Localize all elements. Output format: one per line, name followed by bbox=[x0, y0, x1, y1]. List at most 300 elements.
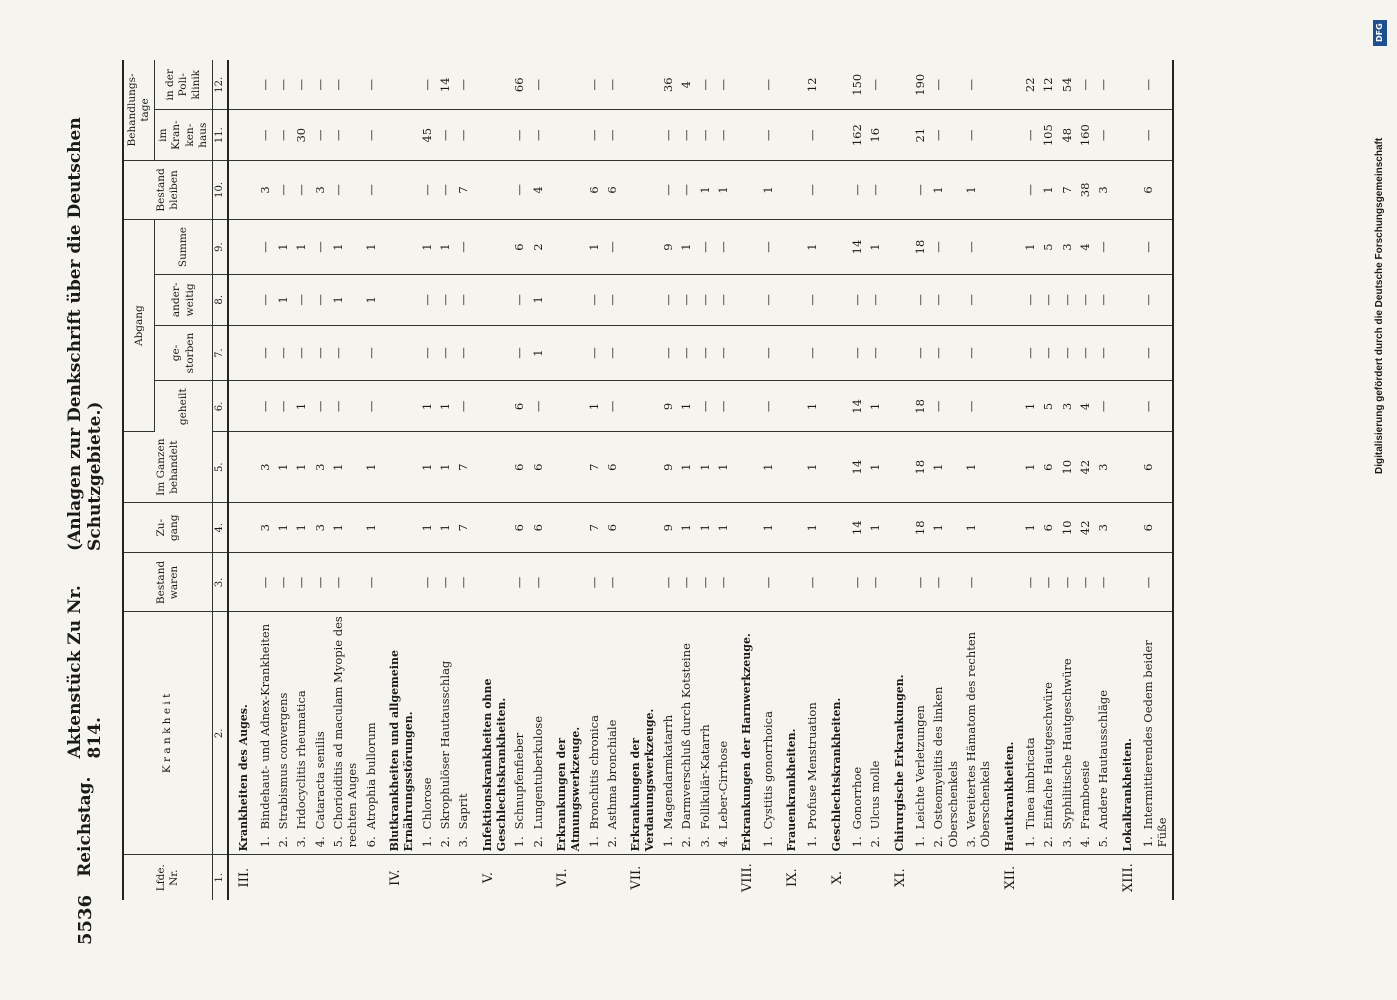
cell-c9: — bbox=[759, 219, 777, 274]
cell-c11: — bbox=[362, 110, 380, 160]
cell-c12: — bbox=[1094, 60, 1112, 110]
cell-c11: 30 bbox=[292, 110, 310, 160]
table-row bbox=[848, 60, 866, 900]
table-row bbox=[418, 60, 436, 900]
cell-c7: — bbox=[362, 325, 380, 381]
cell-c4: 1 bbox=[677, 503, 695, 553]
cell-c4: 18 bbox=[911, 503, 929, 553]
cell-c6: 9 bbox=[659, 381, 677, 432]
cell-c5: 1 bbox=[759, 432, 777, 503]
disease-name: Bindehaut- und Adnex-Krankheiten bbox=[257, 623, 272, 830]
cell-c8: — bbox=[1094, 275, 1112, 325]
cell-c6: — bbox=[759, 381, 777, 432]
cell-c11: — bbox=[1094, 110, 1112, 160]
table-row bbox=[1139, 60, 1173, 900]
disease-name: Cystitis gonorrhoica bbox=[760, 711, 775, 830]
cell-c11: — bbox=[329, 110, 362, 160]
cell-c6: — bbox=[1139, 381, 1173, 432]
cell-c7: — bbox=[436, 325, 454, 381]
cell-c4: 3 bbox=[1094, 503, 1112, 553]
col-header-nr: Lfde. Nr. bbox=[123, 855, 212, 900]
table-row bbox=[529, 60, 547, 900]
cell-c10: 1 bbox=[962, 160, 995, 219]
cell-c11: 48 bbox=[1058, 110, 1076, 160]
cell-c5: 18 bbox=[911, 432, 929, 503]
column-number: 5. bbox=[212, 432, 228, 503]
cell-c3: — bbox=[759, 553, 777, 612]
column-number: 11. bbox=[212, 110, 228, 160]
cell-c9: — bbox=[696, 219, 714, 274]
cell-c8: — bbox=[436, 275, 454, 325]
cell-c6: 1 bbox=[585, 381, 603, 432]
cell-c7: — bbox=[603, 325, 621, 381]
item-number: 4. bbox=[715, 836, 730, 848]
cell-c6: — bbox=[454, 381, 472, 432]
cell-c10: 3 bbox=[1094, 160, 1112, 219]
cell-c11: — bbox=[714, 110, 732, 160]
item-number: 2. bbox=[931, 836, 946, 848]
cell-c8: — bbox=[677, 275, 695, 325]
disease-name: Schnupfenfieber bbox=[512, 732, 527, 830]
item-number: 1. bbox=[1141, 836, 1155, 848]
cell-c9: — bbox=[454, 219, 472, 274]
item-number: 1. bbox=[257, 836, 272, 848]
table-row bbox=[1021, 60, 1039, 900]
cell-c6: 1 bbox=[418, 381, 436, 432]
cell-c12: — bbox=[1076, 60, 1094, 110]
cell-c9: 1 bbox=[677, 219, 695, 274]
table-row bbox=[759, 60, 777, 900]
cell-c5: 1 bbox=[696, 432, 714, 503]
table-row bbox=[329, 60, 362, 900]
cell-c7: — bbox=[329, 325, 362, 381]
cell-c7: — bbox=[510, 325, 528, 381]
cell-c10: — bbox=[848, 160, 866, 219]
cell-c7: — bbox=[803, 325, 821, 381]
cell-c9: 2 bbox=[529, 219, 547, 274]
item-number: 2. bbox=[868, 836, 883, 848]
cell-c10: 1 bbox=[929, 160, 962, 219]
cell-c5: 6 bbox=[603, 432, 621, 503]
cell-c3: — bbox=[529, 553, 547, 612]
col-header-bestand-waren: Bestand waren bbox=[123, 553, 212, 612]
cell-c6: — bbox=[274, 381, 292, 432]
cell-c4: 1 bbox=[329, 503, 362, 553]
cell-c7: — bbox=[659, 325, 677, 381]
disease-name: Skrophulöser Hautausschlag bbox=[438, 660, 452, 830]
cell-c6: — bbox=[329, 381, 362, 432]
cell-c12: 190 bbox=[911, 60, 929, 110]
cell-c11: — bbox=[962, 110, 995, 160]
cell-c9: — bbox=[603, 219, 621, 274]
cell-c11: 160 bbox=[1076, 110, 1094, 160]
cell-c10: — bbox=[329, 160, 362, 219]
cell-c5: 1 bbox=[677, 432, 695, 503]
cell-c6: — bbox=[929, 381, 962, 432]
table-row bbox=[1076, 60, 1094, 900]
cell-c12: 22 bbox=[1021, 60, 1039, 110]
cell-c4: 6 bbox=[603, 503, 621, 553]
item-number: 3. bbox=[294, 836, 309, 848]
group-roman-number: XIII. bbox=[1120, 863, 1136, 893]
cell-c9: 1 bbox=[362, 219, 380, 274]
group-roman-number: XI. bbox=[892, 868, 908, 887]
col-header-im-ganzen: Im Ganzen behandelt bbox=[123, 432, 212, 503]
col-header-im-krankenhaus: im Kran- ken- haus bbox=[155, 110, 213, 160]
item-number: 5. bbox=[331, 836, 345, 848]
table-row bbox=[962, 60, 995, 900]
cell-c9: 1 bbox=[292, 219, 310, 274]
cell-c12: — bbox=[311, 60, 329, 110]
cell-c7: — bbox=[1094, 325, 1112, 381]
cell-c4: 1 bbox=[418, 503, 436, 553]
item-number: 2. bbox=[1041, 836, 1056, 848]
cell-c9: — bbox=[929, 219, 962, 274]
cell-c3: — bbox=[454, 553, 472, 612]
group-heading-row bbox=[995, 60, 1021, 900]
item-number: 3. bbox=[963, 836, 978, 848]
cell-c9: 1 bbox=[585, 219, 603, 274]
cell-c6: — bbox=[256, 381, 274, 432]
cell-c3: — bbox=[329, 553, 362, 612]
cell-c6: 1 bbox=[1021, 381, 1039, 432]
cell-c10: 38 bbox=[1076, 160, 1094, 219]
group-heading: Lokalkrankheiten. bbox=[1120, 738, 1134, 852]
cell-c8: — bbox=[759, 275, 777, 325]
cell-c7: — bbox=[1076, 325, 1094, 381]
disease-name: Chorioiditis ad maculam Myopie des rechten Auges bbox=[331, 616, 360, 848]
cell-c5: 1 bbox=[803, 432, 821, 503]
cell-c12: — bbox=[329, 60, 362, 110]
cell-c12: 150 bbox=[848, 60, 866, 110]
cell-c6: 1 bbox=[803, 381, 821, 432]
disease-name: Iridocyclitis rheumatica bbox=[294, 690, 309, 830]
cell-c8: — bbox=[510, 275, 528, 325]
cell-c12: 36 bbox=[659, 60, 677, 110]
item-number: 1. bbox=[849, 836, 864, 848]
cell-c8: — bbox=[292, 275, 310, 325]
group-heading-row bbox=[228, 60, 255, 900]
disease-name: Chlorose bbox=[419, 777, 434, 830]
cell-c10: 7 bbox=[1058, 160, 1076, 219]
cell-c9: — bbox=[962, 219, 995, 274]
cell-c9: 1 bbox=[418, 219, 436, 274]
cell-c10: 1 bbox=[1039, 160, 1057, 219]
cell-c5: 6 bbox=[529, 432, 547, 503]
disease-name: Saprit bbox=[456, 793, 471, 830]
disease-name: Intermittierendes Oedem beider Füße bbox=[1141, 640, 1170, 848]
cell-c6: 1 bbox=[436, 381, 454, 432]
table-row bbox=[1058, 60, 1076, 900]
cell-c6: 18 bbox=[911, 381, 929, 432]
cell-c8: — bbox=[1076, 275, 1094, 325]
item-number: 2. bbox=[604, 836, 619, 848]
cell-c6: — bbox=[362, 381, 380, 432]
cell-c6: 6 bbox=[510, 381, 528, 432]
cell-c11: — bbox=[929, 110, 962, 160]
header-reichstag: Reichstag. bbox=[75, 776, 95, 877]
cell-c12: — bbox=[256, 60, 274, 110]
cell-c8: — bbox=[1021, 275, 1039, 325]
cell-c9: 5 bbox=[1039, 219, 1057, 274]
cell-c7: — bbox=[311, 325, 329, 381]
cell-c10: 6 bbox=[1139, 160, 1173, 219]
cell-c9: 1 bbox=[1021, 219, 1039, 274]
cell-c6: — bbox=[696, 381, 714, 432]
group-heading: Geschlechtskrankheiten. bbox=[829, 697, 843, 852]
cell-c10: — bbox=[274, 160, 292, 219]
cell-c4: 7 bbox=[454, 503, 472, 553]
cell-c5: 1 bbox=[962, 432, 995, 503]
cell-c5: 10 bbox=[1058, 432, 1076, 503]
cell-c4: 6 bbox=[1039, 503, 1057, 553]
table-row bbox=[585, 60, 603, 900]
cell-c7: — bbox=[962, 325, 995, 381]
cell-c5: 3 bbox=[311, 432, 329, 503]
group-heading-row bbox=[732, 60, 758, 900]
disease-statistics-table bbox=[122, 60, 1174, 900]
cell-c9: 14 bbox=[848, 219, 866, 274]
cell-c9: 18 bbox=[911, 219, 929, 274]
cell-c8: 1 bbox=[362, 275, 380, 325]
group-heading-row bbox=[885, 60, 911, 900]
cell-c8: — bbox=[911, 275, 929, 325]
cell-c4: 1 bbox=[962, 503, 995, 553]
disease-name: Leber-Cirrhose bbox=[715, 740, 730, 830]
cell-c5: 1 bbox=[362, 432, 380, 503]
cell-c7: — bbox=[1058, 325, 1076, 381]
cell-c11: — bbox=[1021, 110, 1039, 160]
table-row bbox=[510, 60, 528, 900]
disease-name: Ulcus molle bbox=[868, 760, 883, 830]
group-heading-row bbox=[473, 60, 511, 900]
cell-c10: — bbox=[803, 160, 821, 219]
cell-c9: — bbox=[714, 219, 732, 274]
group-heading: Erkrankungen der Harnwerkzeuge. bbox=[740, 633, 754, 852]
cell-c6: 1 bbox=[677, 381, 695, 432]
cell-c5: 7 bbox=[454, 432, 472, 503]
cell-c4: 9 bbox=[659, 503, 677, 553]
item-number: 5. bbox=[1096, 836, 1111, 848]
disease-name: Profuse Menstruation bbox=[805, 702, 820, 830]
cell-c10: — bbox=[1021, 160, 1039, 219]
cell-c8: — bbox=[803, 275, 821, 325]
cell-c10: 4 bbox=[529, 160, 547, 219]
item-number: 1. bbox=[1022, 836, 1037, 848]
cell-c4: 6 bbox=[1139, 503, 1173, 553]
table-row bbox=[1094, 60, 1112, 900]
cell-c3: — bbox=[848, 553, 866, 612]
cell-c9: — bbox=[1094, 219, 1112, 274]
cell-c8: — bbox=[418, 275, 436, 325]
cell-c11: — bbox=[529, 110, 547, 160]
col-header-anderweitig: ander- weitig bbox=[155, 275, 213, 325]
cell-c8: 1 bbox=[274, 275, 292, 325]
cell-c7: — bbox=[866, 325, 884, 381]
cell-c4: 1 bbox=[696, 503, 714, 553]
cell-c10: — bbox=[911, 160, 929, 219]
disease-name: Asthma bronchiale bbox=[604, 719, 619, 830]
digitization-credit: Digitalisierung gefördert durch die Deutsche Forschungsgemeinschaft bbox=[1374, 137, 1385, 474]
item-number: 3. bbox=[456, 836, 471, 848]
cell-c7: — bbox=[911, 325, 929, 381]
cell-c3: — bbox=[362, 553, 380, 612]
item-number: 2. bbox=[275, 836, 290, 848]
cell-c8: — bbox=[603, 275, 621, 325]
cell-c11: — bbox=[677, 110, 695, 160]
cell-c3: — bbox=[1094, 553, 1112, 612]
group-roman-number: IX. bbox=[784, 868, 800, 887]
cell-c5: 1 bbox=[418, 432, 436, 503]
cell-c12: — bbox=[696, 60, 714, 110]
cell-c11: — bbox=[603, 110, 621, 160]
item-number: 1. bbox=[760, 836, 775, 848]
cell-c5: 14 bbox=[848, 432, 866, 503]
cell-c4: 42 bbox=[1076, 503, 1094, 553]
cell-c8: — bbox=[848, 275, 866, 325]
cell-c11: — bbox=[311, 110, 329, 160]
cell-c4: 6 bbox=[510, 503, 528, 553]
cell-c7: — bbox=[714, 325, 732, 381]
table-row bbox=[677, 60, 695, 900]
cell-c5: 1 bbox=[929, 432, 962, 503]
cell-c12: 54 bbox=[1058, 60, 1076, 110]
digitization-sidebar bbox=[1355, 10, 1391, 990]
column-number: 3. bbox=[212, 553, 228, 612]
cell-c7: 1 bbox=[529, 325, 547, 381]
header-title: (Anlagen zur Denkschrift über die Deutschen Schutzgebiete.) bbox=[65, 117, 105, 551]
cell-c7: — bbox=[848, 325, 866, 381]
cell-c4: 1 bbox=[929, 503, 962, 553]
disease-name: Darmverschluß durch Kotsteine bbox=[679, 643, 694, 830]
item-number: 3. bbox=[697, 836, 712, 848]
item-number: 3. bbox=[1059, 836, 1074, 848]
cell-c12: 66 bbox=[510, 60, 528, 110]
cell-c11: — bbox=[803, 110, 821, 160]
column-number: 10. bbox=[212, 160, 228, 219]
cell-c6: — bbox=[603, 381, 621, 432]
cell-c8: 1 bbox=[529, 275, 547, 325]
cell-c10: — bbox=[659, 160, 677, 219]
cell-c6: 14 bbox=[848, 381, 866, 432]
column-number: 6. bbox=[212, 381, 228, 432]
table-row bbox=[659, 60, 677, 900]
cell-c9: 3 bbox=[1058, 219, 1076, 274]
cell-c12: 12 bbox=[1039, 60, 1057, 110]
cell-c3: — bbox=[585, 553, 603, 612]
cell-c4: 1 bbox=[866, 503, 884, 553]
cell-c6: — bbox=[714, 381, 732, 432]
cell-c4: 1 bbox=[292, 503, 310, 553]
group-heading: Erkrankungen der Verdauungswerkzeuge. bbox=[629, 708, 656, 852]
dfg-logo: DFG bbox=[1373, 20, 1387, 46]
cell-c4: 1 bbox=[436, 503, 454, 553]
column-number: 1. bbox=[212, 855, 228, 900]
cell-c9: — bbox=[1139, 219, 1173, 274]
cell-c10: 1 bbox=[714, 160, 732, 219]
column-number: 7. bbox=[212, 325, 228, 381]
cell-c4: 1 bbox=[803, 503, 821, 553]
cell-c8: — bbox=[714, 275, 732, 325]
group-roman-number: IV. bbox=[388, 869, 404, 886]
cell-c6: 1 bbox=[292, 381, 310, 432]
cell-c4: 14 bbox=[848, 503, 866, 553]
cell-c9: 6 bbox=[510, 219, 528, 274]
table-row bbox=[714, 60, 732, 900]
cell-c10: — bbox=[866, 160, 884, 219]
cell-c9: — bbox=[311, 219, 329, 274]
cell-c12: — bbox=[418, 60, 436, 110]
cell-c10: 3 bbox=[256, 160, 274, 219]
cell-c9: 1 bbox=[436, 219, 454, 274]
cell-c3: — bbox=[436, 553, 454, 612]
group-heading-row bbox=[822, 60, 848, 900]
cell-c7: — bbox=[1021, 325, 1039, 381]
group-heading-row bbox=[1113, 60, 1139, 900]
cell-c8: 1 bbox=[329, 275, 362, 325]
cell-c12: 14 bbox=[436, 60, 454, 110]
cell-c11: — bbox=[454, 110, 472, 160]
cell-c3: — bbox=[911, 553, 929, 612]
cell-c11: — bbox=[585, 110, 603, 160]
cell-c11: — bbox=[659, 110, 677, 160]
cell-c3: — bbox=[962, 553, 995, 612]
disease-name: Andere Hautausschläge bbox=[1096, 689, 1111, 830]
table-row bbox=[911, 60, 929, 900]
group-heading: Hautkrankheiten. bbox=[1002, 741, 1016, 852]
cell-c4: 1 bbox=[714, 503, 732, 553]
cell-c9: — bbox=[256, 219, 274, 274]
cell-c5: 6 bbox=[510, 432, 528, 503]
col-header-krankheit: K r a n k h e i t bbox=[123, 612, 212, 855]
cell-c11: 21 bbox=[911, 110, 929, 160]
table-row bbox=[362, 60, 380, 900]
cell-c4: 7 bbox=[585, 503, 603, 553]
group-heading: Infektionskrankheiten ohne Geschlechtskrankheiten. bbox=[480, 678, 508, 852]
cell-c11: 16 bbox=[866, 110, 884, 160]
cell-c7: — bbox=[585, 325, 603, 381]
disease-name: Follikulär-Katarrh bbox=[697, 724, 712, 830]
cell-c8: — bbox=[585, 275, 603, 325]
column-number: 8. bbox=[212, 275, 228, 325]
col-header-abgang: Abgang bbox=[123, 219, 155, 431]
cell-c3: — bbox=[292, 553, 310, 612]
cell-c7: — bbox=[292, 325, 310, 381]
cell-c7: — bbox=[454, 325, 472, 381]
disease-name: Lungentuberkulose bbox=[530, 715, 545, 830]
column-number: 2. bbox=[212, 612, 228, 855]
cell-c7: — bbox=[1139, 325, 1173, 381]
cell-c11: — bbox=[436, 110, 454, 160]
disease-name: Magendarmkatarrh bbox=[660, 714, 675, 830]
group-heading-row bbox=[621, 60, 659, 900]
group-heading-row bbox=[547, 60, 585, 900]
cell-c5: 1 bbox=[1021, 432, 1039, 503]
cell-c6: 3 bbox=[1058, 381, 1076, 432]
group-heading: Krankheiten des Auges. bbox=[237, 704, 251, 852]
table-row bbox=[866, 60, 884, 900]
cell-c9: 1 bbox=[274, 219, 292, 274]
cell-c4: 6 bbox=[529, 503, 547, 553]
cell-c10: 6 bbox=[603, 160, 621, 219]
group-roman-number: VIII. bbox=[740, 863, 756, 893]
cell-c5: 3 bbox=[256, 432, 274, 503]
cell-c8: — bbox=[1039, 275, 1057, 325]
cell-c7: — bbox=[759, 325, 777, 381]
cell-c3: — bbox=[510, 553, 528, 612]
cell-c12: — bbox=[866, 60, 884, 110]
table-row bbox=[603, 60, 621, 900]
